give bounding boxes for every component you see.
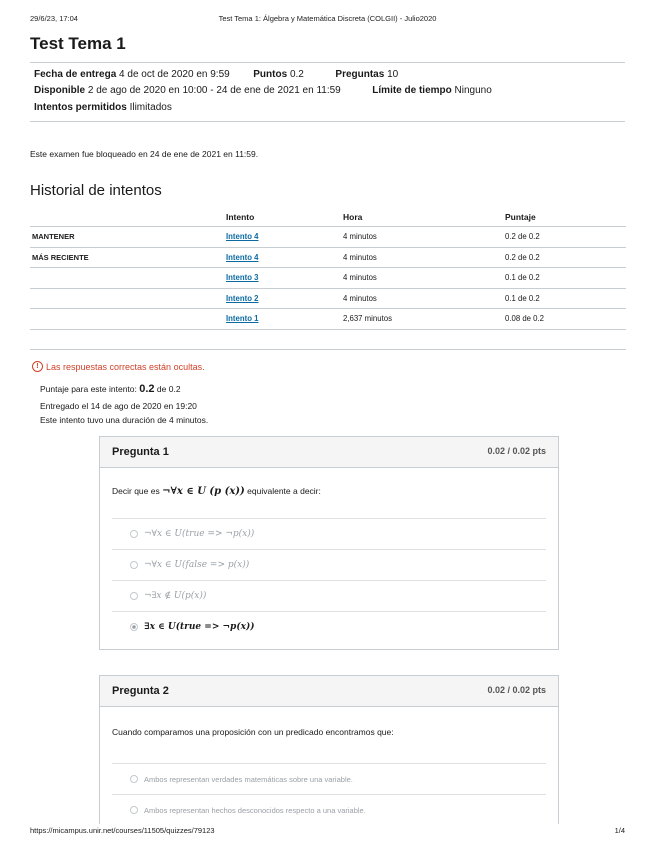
- table-row: [30, 309, 626, 330]
- attempt-tag: [30, 288, 224, 309]
- question-text: Cuando comparamos una proposición con un predicado encontramos que:: [112, 727, 394, 737]
- attempt-time: 4 minutos: [341, 247, 503, 268]
- divider: [30, 121, 625, 122]
- attempt-tag: MANTENER: [30, 227, 224, 248]
- question-name: Pregunta 1: [112, 446, 169, 458]
- table-header-row: [30, 208, 626, 227]
- column-header: Intento: [224, 208, 341, 227]
- available-value: 2 de ago de 2020 en 10:00 - 24 de ene de 2021 en 11:59: [87, 85, 341, 96]
- table-row: [30, 329, 626, 350]
- points-value: 0.2: [289, 69, 304, 80]
- due-label: Fecha de entrega: [34, 69, 117, 80]
- score-suffix: de 0.2: [156, 384, 181, 394]
- answer-option[interactable]: [112, 580, 546, 611]
- radio-icon[interactable]: [130, 530, 138, 538]
- answer-option[interactable]: [112, 763, 546, 794]
- table-row: [30, 247, 626, 268]
- answer-option[interactable]: [112, 794, 546, 825]
- attempt-time: 2,637 minutos: [341, 309, 503, 330]
- score-prefix: Puntaje para este intento:: [40, 384, 137, 394]
- attempt-link[interactable]: Intento 2: [226, 293, 259, 303]
- points-label: Puntos: [253, 69, 288, 80]
- radio-icon[interactable]: [130, 561, 138, 569]
- question-formula: ¬∀x ∈ U (p (x)): [162, 486, 245, 497]
- attempt-link[interactable]: Intento 4: [226, 232, 259, 242]
- print-document-title: Test Tema 1: Álgebra y Matemática Discreta (COLGII) - Julio2020: [218, 14, 437, 23]
- page-number: 1/4: [614, 826, 625, 835]
- attempts-allowed-label: Intentos permitidos: [34, 102, 127, 113]
- available-label: Disponible: [34, 85, 86, 96]
- radio-icon[interactable]: [130, 592, 138, 600]
- page-title: Test Tema 1: [30, 34, 126, 53]
- question-name: Pregunta 2: [112, 685, 169, 697]
- question-text-prefix: Decir que es: [112, 486, 160, 496]
- table-row: [30, 227, 626, 248]
- attempt-score: 0.1 de 0.2: [503, 288, 626, 309]
- answer-text: Ambos representan verdades matemáticas sobre una variable.: [144, 774, 353, 784]
- question-1: [99, 436, 559, 650]
- question-points: 0.02 / 0.02 pts: [487, 685, 546, 695]
- question-text-suffix: equivalente a decir:: [247, 486, 321, 496]
- attempt-score: 0.2 de 0.2: [503, 247, 626, 268]
- answer-list: [112, 763, 546, 825]
- answer-text: ¬∀x ∈ U(true => ¬p(x)): [144, 529, 255, 539]
- quiz-meta-row-1: [34, 69, 398, 80]
- print-url: https://micampus.unir.net/courses/11505/quizzes/79123: [30, 826, 215, 835]
- warning-icon: !: [32, 361, 43, 372]
- locked-message: Este examen fue bloqueado en 24 de ene de 2021 en 11:59.: [30, 149, 259, 159]
- table-row: [30, 288, 626, 309]
- question-header: [100, 676, 558, 707]
- hidden-answers-text: Las respuestas correctas están ocultas.: [46, 361, 205, 372]
- attempt-time: 4 minutos: [341, 268, 503, 289]
- answer-option-selected[interactable]: [112, 611, 546, 642]
- due-value: 4 de oct de 2020 en 9:59: [119, 69, 230, 80]
- print-header: [30, 14, 625, 26]
- attempts-allowed-value: Ilimitados: [129, 102, 172, 113]
- questions-value: 10: [387, 69, 399, 80]
- column-header: Puntaje: [503, 208, 626, 227]
- column-header: [30, 208, 224, 227]
- attempt-link[interactable]: Intento 3: [226, 273, 259, 283]
- attempt-time: 4 minutos: [341, 288, 503, 309]
- answer-text: ∃x ∈ U(true => ¬p(x)): [144, 622, 255, 632]
- time-limit-label: Límite de tiempo: [372, 85, 452, 96]
- question-2: [99, 675, 559, 824]
- quiz-meta-row-3: [34, 102, 172, 113]
- answer-list: [112, 518, 546, 642]
- radio-icon[interactable]: [130, 775, 138, 783]
- quiz-meta-row-2: [34, 85, 492, 96]
- answer-text: ¬∃x ∉ U(p(x)): [144, 591, 207, 601]
- answer-option[interactable]: [112, 549, 546, 580]
- attempt-tag: MÁS RECIENTE: [30, 247, 224, 268]
- question-header: [100, 437, 558, 468]
- answer-text: ¬∀x ∈ U(false => p(x)): [144, 560, 250, 570]
- attempt-score: 0.1 de 0.2: [503, 268, 626, 289]
- attempt-score-summary: [40, 383, 181, 395]
- duration-info: Este intento tuvo una duración de 4 minutos.: [40, 415, 209, 425]
- column-header: Hora: [341, 208, 503, 227]
- print-date: 29/6/23, 17:04: [30, 14, 78, 23]
- radio-icon[interactable]: [130, 806, 138, 814]
- history-title: Historial de intentos: [30, 182, 162, 199]
- answer-text: Ambos representan hechos desconocidos respecto a una variable.: [144, 805, 366, 815]
- attempt-history-table: [30, 208, 626, 350]
- attempt-score: 0.2 de 0.2: [503, 227, 626, 248]
- attempt-link[interactable]: Intento 4: [226, 252, 259, 262]
- attempt-link[interactable]: Intento 1: [226, 314, 259, 324]
- hidden-answers-note: [32, 361, 205, 372]
- time-limit-value: Ninguno: [454, 85, 492, 96]
- radio-selected-icon[interactable]: [130, 623, 138, 631]
- score-value: 0.2: [139, 383, 155, 395]
- submitted-info: Entregado el 14 de ago de 2020 en 19:20: [40, 401, 197, 411]
- divider: [30, 62, 625, 63]
- attempt-tag: [30, 309, 224, 330]
- question-points: 0.02 / 0.02 pts: [487, 446, 546, 456]
- question-text: [100, 486, 558, 518]
- print-footer: [30, 826, 625, 835]
- answer-option[interactable]: [112, 518, 546, 549]
- attempt-score: 0.08 de 0.2: [503, 309, 626, 330]
- table-row: [30, 268, 626, 289]
- attempt-time: 4 minutos: [341, 227, 503, 248]
- attempt-tag: [30, 268, 224, 289]
- questions-label: Preguntas: [335, 69, 385, 80]
